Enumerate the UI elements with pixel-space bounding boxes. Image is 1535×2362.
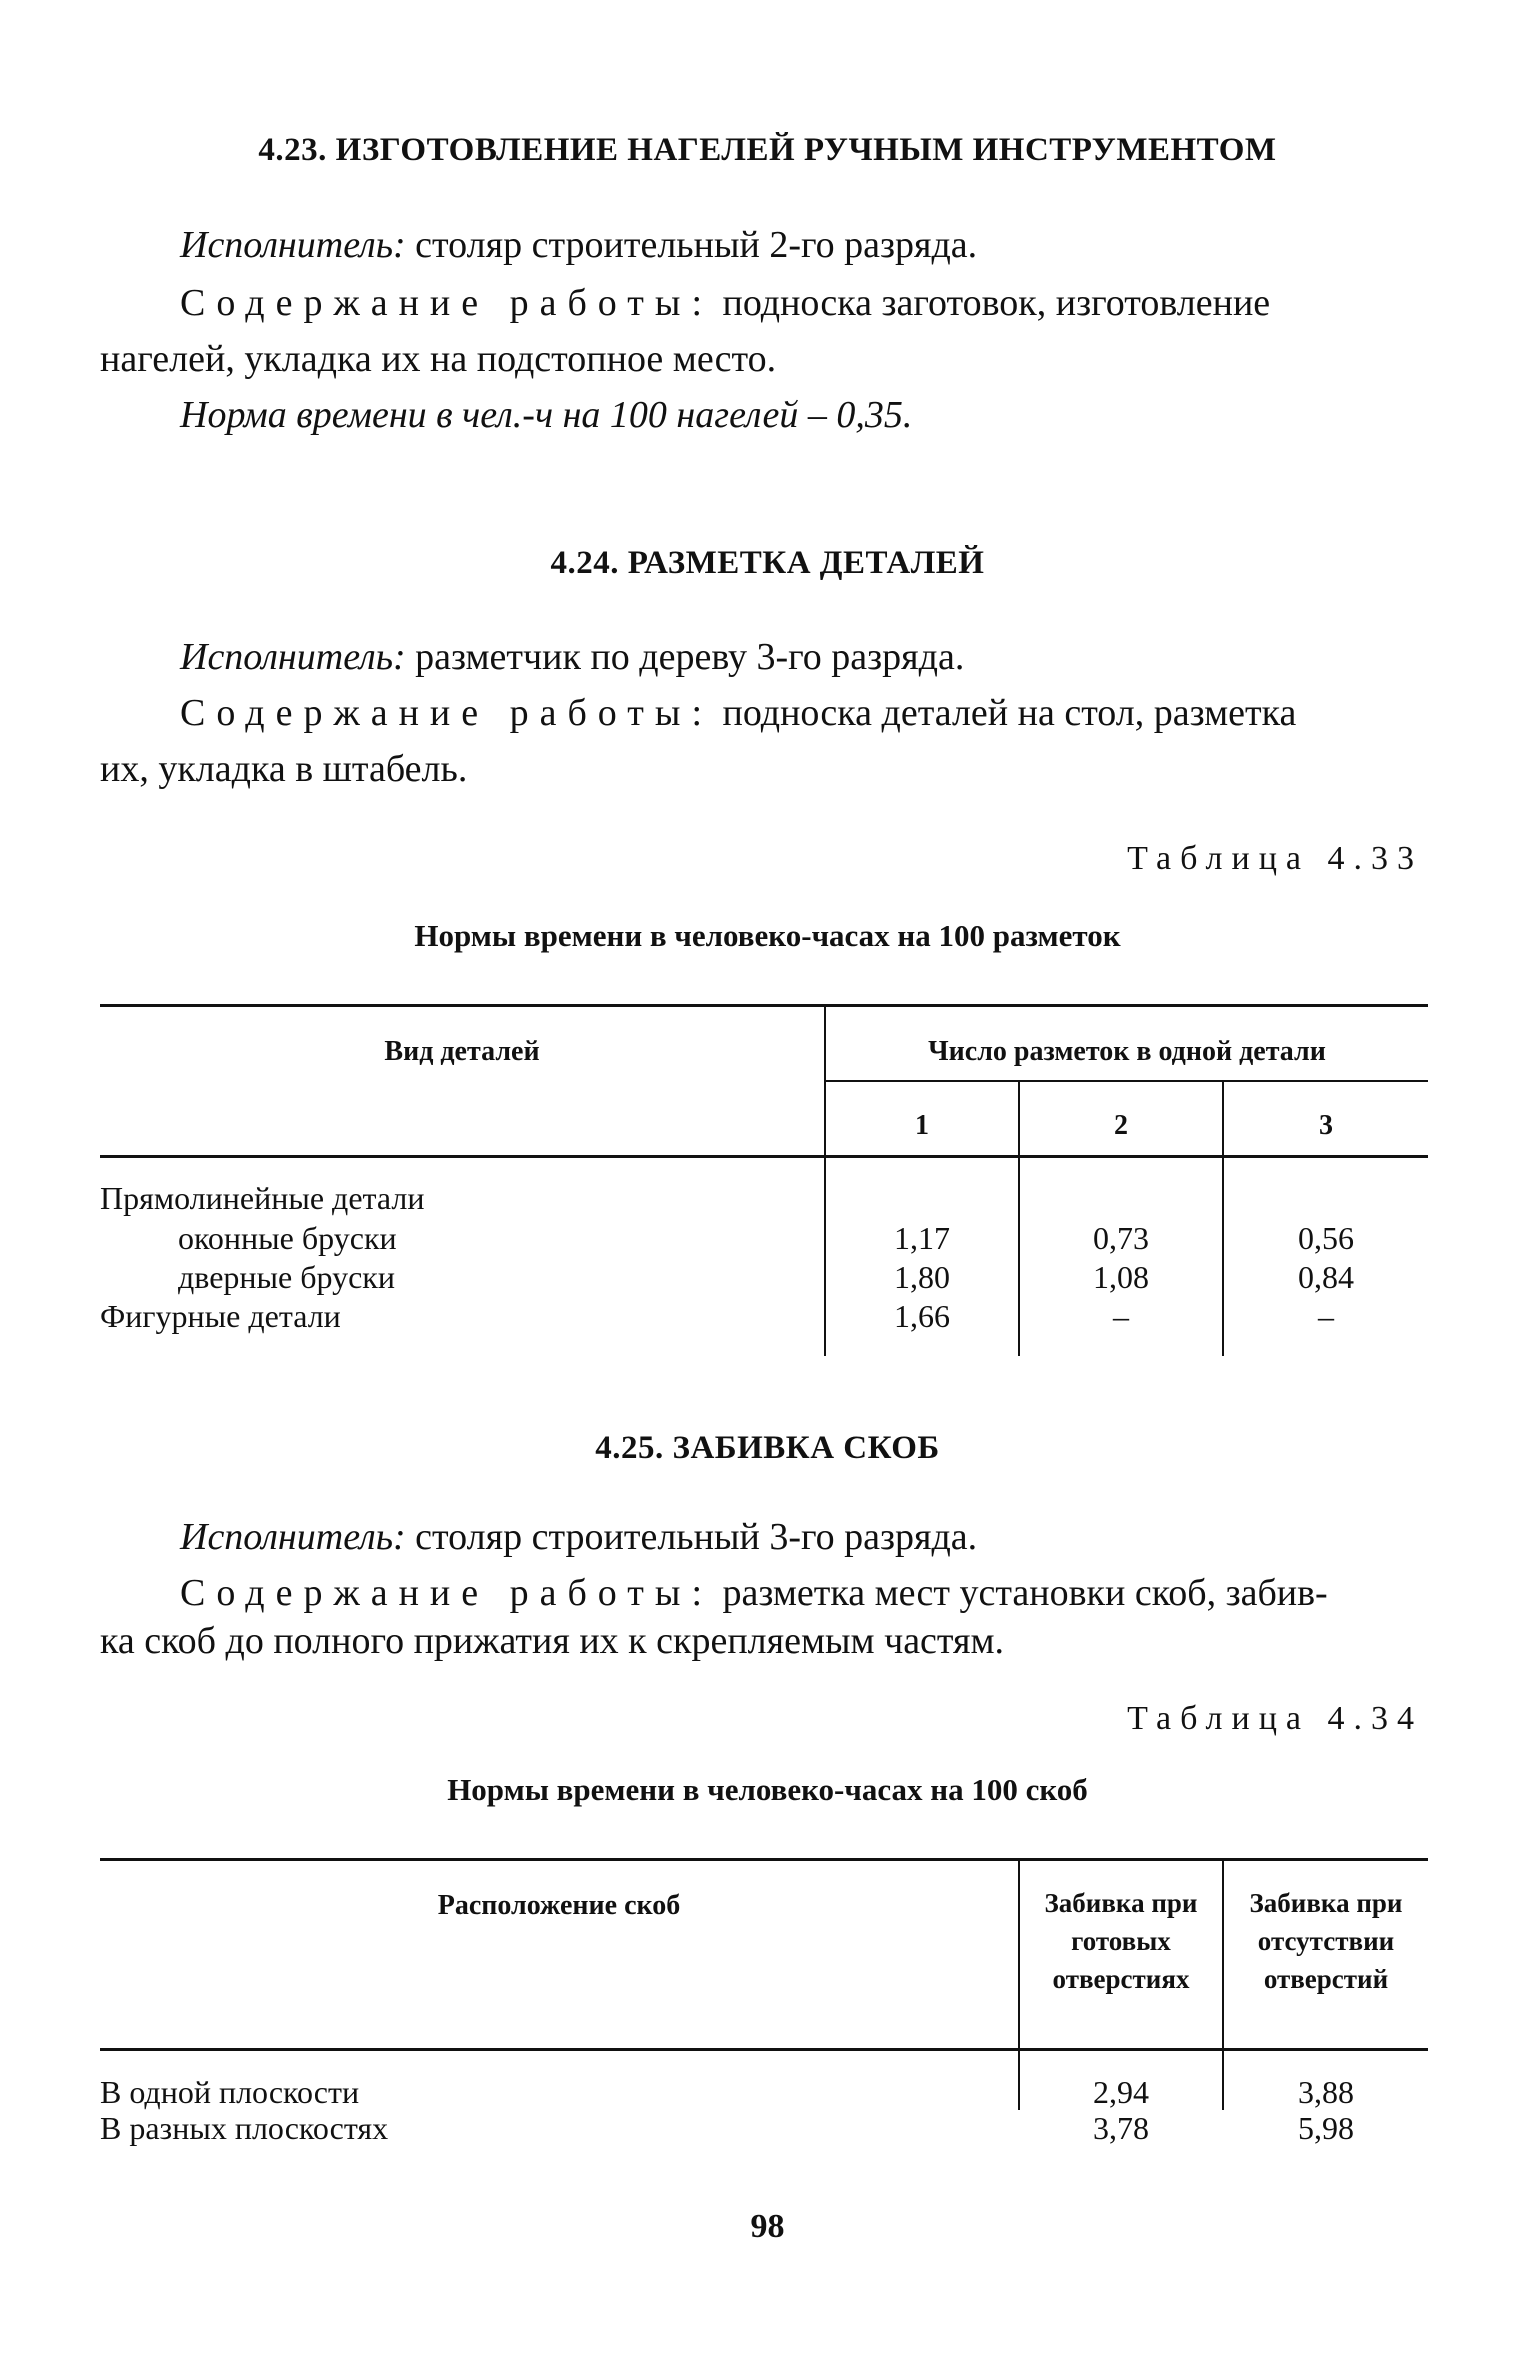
sub-header-2: 2 [1114, 1110, 1128, 1141]
table-4-33-label: Таблица 4.33 [1127, 840, 1423, 877]
section-4-24-title: 4.24. РАЗМЕТКА ДЕТАЛЕЙ [550, 545, 985, 581]
content-text: разметка мест установки скоб, забив- [713, 1572, 1328, 1614]
sec423-norm: Норма времени в чел.-ч на 100 нагелей – 0,35. [180, 394, 913, 436]
table-top-rule [100, 1004, 1428, 1007]
table-group-rule [825, 1080, 1428, 1082]
sec424-content-line1 [180, 686, 1296, 740]
sec423-content-line2: нагелей, укладка их на подстопное место. [100, 338, 777, 380]
table-cell: 1,66 [894, 1298, 950, 1334]
content-text: подноска деталей на стол, разметка [713, 692, 1297, 734]
table-header-rule [100, 1155, 1428, 1158]
table-header-rule [100, 2048, 1428, 2051]
section-4-23-title: 4.23. ИЗГОТОВЛЕНИЕ НАГЕЛЕЙ РУЧНЫМ ИНСТРУМЕНТОМ [258, 132, 1277, 168]
col-header-part-type: Вид деталей [384, 1036, 540, 1067]
table-top-rule [100, 1858, 1428, 1861]
col-header-no-holes: Забивка при отсутствии отверстий [1249, 1888, 1403, 1994]
sub-header-3: 3 [1319, 1110, 1333, 1141]
table-row-label: оконные бруски [178, 1220, 397, 1256]
table-cell: 5,98 [1298, 2110, 1354, 2146]
content-label: Содержание работы: [180, 1572, 714, 1614]
table-cell: 0,73 [1093, 1220, 1149, 1256]
performer-label: Исполнитель: [180, 224, 406, 266]
table-row-label: Прямолинейные детали [100, 1180, 425, 1216]
section-4-25-title: 4.25. ЗАБИВКА СКОБ [595, 1430, 940, 1466]
table-4-33-caption: Нормы времени в человеко-часах на 100 разметок [414, 918, 1121, 953]
table-cell: – [1113, 1298, 1129, 1334]
table-cell: 1,08 [1093, 1259, 1149, 1295]
table-cell: 1,17 [894, 1220, 950, 1256]
performer-label: Исполнитель: [180, 636, 406, 678]
table-cell: – [1318, 1298, 1334, 1334]
content-label: Содержание работы: [180, 692, 714, 734]
table-row-label: В одной плоскости [100, 2074, 360, 2110]
sec424-performer-line [180, 630, 964, 684]
performer-text: столяр строительный 3-го разряда. [405, 1516, 978, 1558]
performer-text: разметчик по дереву 3-го разряда. [405, 636, 965, 678]
table-row-label: В разных плоскостях [100, 2110, 389, 2146]
col-header-placement: Расположение скоб [437, 1890, 681, 1921]
content-label: Содержание работы: [180, 282, 714, 324]
col-header-markings-count: Число разметок в одной детали [928, 1036, 1326, 1067]
performer-text: столяр строительный 2-го разряда. [405, 224, 978, 266]
table-cell: 3,78 [1093, 2110, 1149, 2146]
table-cell: 0,56 [1298, 1220, 1354, 1256]
performer-label: Исполнитель: [180, 1516, 406, 1558]
sec423-content-line1 [180, 276, 1270, 330]
table-4-34-label: Таблица 4.34 [1127, 1700, 1423, 1737]
sub-header-1: 1 [915, 1110, 929, 1141]
table-row-label: дверные бруски [178, 1259, 395, 1295]
sec425-content-line2: ка скоб до полного прижатия их к скрепляемым частям. [100, 1620, 1005, 1662]
table-cell: 1,80 [894, 1259, 950, 1295]
page-number: 98 [750, 2208, 785, 2245]
col-header-prepared-holes: Забивка при готовых отверстиях [1044, 1888, 1198, 1994]
table-4-34-caption: Нормы времени в человеко-часах на 100 скоб [447, 1772, 1088, 1807]
content-text: подноска заготовок, изготовление [713, 282, 1271, 324]
sec425-content-line1 [180, 1566, 1328, 1620]
sec424-content-line2: их, укладка в штабель. [100, 748, 468, 790]
sec423-performer-line [180, 218, 977, 272]
table-cell: 2,94 [1093, 2074, 1149, 2110]
sec425-performer-line [180, 1510, 977, 1564]
table-cell: 0,84 [1298, 1259, 1354, 1295]
table-row-label: Фигурные детали [100, 1298, 341, 1334]
table-cell: 3,88 [1298, 2074, 1354, 2110]
